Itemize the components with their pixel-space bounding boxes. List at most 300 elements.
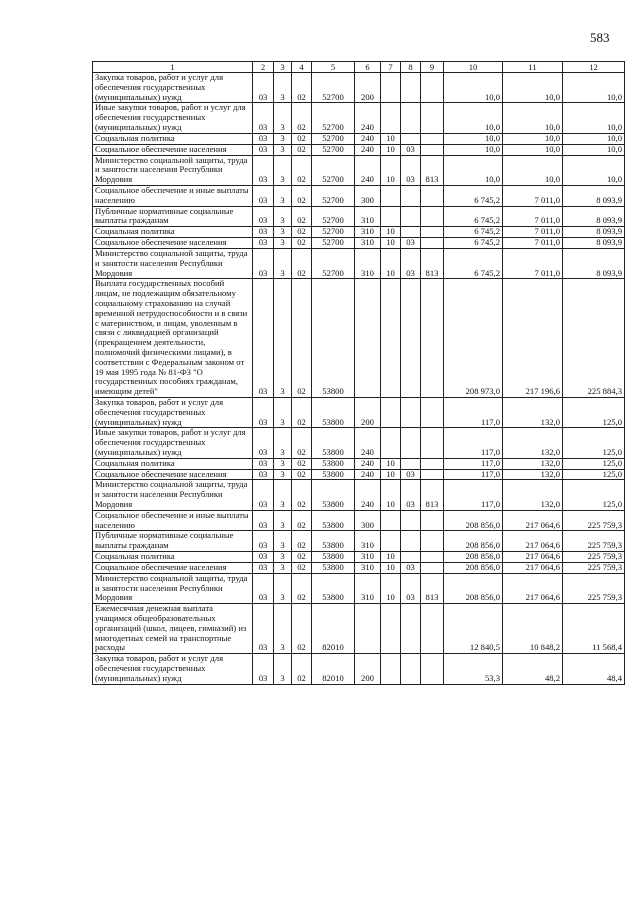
code-cell: [381, 428, 401, 458]
row-name-cell: Выплата государственных пособий лицам, не подлежащим обязательному социальному страхованию на случай временной нетрудоспособности и в связи с материнством, и лицам, уволенным в связи с ликвидацией организаций (прекращением деятельности, полномочий физическими лицами), в соответствии с Федеральным законом от 19 мая 1995 года № 81-ФЗ "О государственных пособиях гражданам, имеющим детей": [93, 279, 253, 398]
row-name-cell: Социальная политика: [93, 552, 253, 563]
code-cell: [421, 510, 444, 531]
code-cell: [401, 279, 421, 398]
code-cell: 3: [274, 103, 292, 133]
amount-cell: 12 840,5: [444, 604, 503, 654]
code-cell: 02: [292, 227, 312, 238]
code-cell: 52700: [312, 103, 355, 133]
amount-cell: 132,0: [503, 458, 563, 469]
code-cell: 52700: [312, 155, 355, 185]
code-cell: 3: [274, 531, 292, 552]
column-header-9: 9: [421, 62, 444, 73]
amount-cell: 10,0: [503, 103, 563, 133]
table-row: [93, 654, 625, 684]
code-cell: 02: [292, 279, 312, 398]
table-row: [93, 248, 625, 278]
table-row: [93, 227, 625, 238]
amount-cell: 10,0: [563, 155, 625, 185]
code-cell: [381, 397, 401, 427]
amount-cell: 10,0: [444, 133, 503, 144]
code-cell: [421, 531, 444, 552]
code-cell: 240: [355, 480, 381, 510]
code-cell: [421, 604, 444, 654]
column-header-5: 5: [312, 62, 355, 73]
amount-cell: 8 093,9: [563, 206, 625, 227]
column-header-8: 8: [401, 62, 421, 73]
code-cell: 53800: [312, 458, 355, 469]
code-cell: [421, 279, 444, 398]
amount-cell: 208 856,0: [444, 552, 503, 563]
code-cell: [401, 552, 421, 563]
amount-cell: 8 093,9: [563, 248, 625, 278]
table-row: [93, 563, 625, 574]
code-cell: 10: [381, 144, 401, 155]
code-cell: 03: [253, 573, 274, 603]
code-cell: 02: [292, 248, 312, 278]
code-cell: 03: [401, 238, 421, 249]
code-cell: 310: [355, 552, 381, 563]
code-cell: 03: [253, 279, 274, 398]
code-cell: 53800: [312, 480, 355, 510]
code-cell: [401, 73, 421, 103]
code-cell: 03: [401, 480, 421, 510]
row-name-cell: Социальное обеспечение и иные выплаты населению: [93, 185, 253, 206]
code-cell: 10: [381, 133, 401, 144]
code-cell: 813: [421, 248, 444, 278]
budget-table: [92, 61, 625, 685]
amount-cell: 10,0: [563, 144, 625, 155]
code-cell: 03: [401, 144, 421, 155]
code-cell: 3: [274, 238, 292, 249]
column-header-6: 6: [355, 62, 381, 73]
code-cell: 3: [274, 144, 292, 155]
code-cell: 3: [274, 73, 292, 103]
code-cell: 53800: [312, 552, 355, 563]
column-header-11: 11: [503, 62, 563, 73]
code-cell: [401, 510, 421, 531]
code-cell: 10: [381, 563, 401, 574]
code-cell: [401, 227, 421, 238]
code-cell: 52700: [312, 185, 355, 206]
table-row: [93, 510, 625, 531]
code-cell: 03: [253, 469, 274, 480]
amount-cell: 7 011,0: [503, 206, 563, 227]
column-header-2: 2: [253, 62, 274, 73]
code-cell: [401, 654, 421, 684]
code-cell: 10: [381, 248, 401, 278]
amount-cell: 10,0: [444, 155, 503, 185]
code-cell: 52700: [312, 206, 355, 227]
code-cell: [381, 73, 401, 103]
code-cell: 310: [355, 238, 381, 249]
amount-cell: 117,0: [444, 458, 503, 469]
amount-cell: 48,4: [563, 654, 625, 684]
amount-cell: 217 064,6: [503, 531, 563, 552]
code-cell: [421, 552, 444, 563]
row-name-cell: Министерство социальной защиты, труда и занятости населения Республики Мордовия: [93, 155, 253, 185]
amount-cell: 117,0: [444, 397, 503, 427]
table-row: [93, 73, 625, 103]
code-cell: [421, 227, 444, 238]
code-cell: 02: [292, 428, 312, 458]
code-cell: 3: [274, 563, 292, 574]
code-cell: 813: [421, 480, 444, 510]
code-cell: 52700: [312, 227, 355, 238]
code-cell: 03: [401, 573, 421, 603]
code-cell: [381, 510, 401, 531]
amount-cell: 125,0: [563, 480, 625, 510]
code-cell: 3: [274, 573, 292, 603]
amount-cell: 217 064,6: [503, 552, 563, 563]
table-row: [93, 279, 625, 398]
amount-cell: 10,0: [503, 144, 563, 155]
code-cell: 10: [381, 552, 401, 563]
amount-cell: 132,0: [503, 397, 563, 427]
code-cell: 10: [381, 469, 401, 480]
amount-cell: 11 568,4: [563, 604, 625, 654]
code-cell: [421, 563, 444, 574]
code-cell: 03: [253, 206, 274, 227]
code-cell: [401, 458, 421, 469]
row-name-cell: Социальная политика: [93, 133, 253, 144]
row-name-cell: Министерство социальной защиты, труда и занятости населения Республики Мордовия: [93, 573, 253, 603]
code-cell: 02: [292, 604, 312, 654]
code-cell: 03: [401, 248, 421, 278]
table-row: [93, 480, 625, 510]
row-name-cell: Социальное обеспечение населения: [93, 238, 253, 249]
code-cell: 10: [381, 573, 401, 603]
amount-cell: 225 759,3: [563, 531, 625, 552]
code-cell: 03: [253, 563, 274, 574]
code-cell: 240: [355, 144, 381, 155]
code-cell: 02: [292, 73, 312, 103]
code-cell: [401, 397, 421, 427]
code-cell: 53800: [312, 428, 355, 458]
code-cell: [421, 185, 444, 206]
code-cell: [401, 133, 421, 144]
amount-cell: 208 856,0: [444, 563, 503, 574]
amount-cell: 217 064,6: [503, 563, 563, 574]
code-cell: 03: [253, 155, 274, 185]
table-row: [93, 397, 625, 427]
code-cell: 03: [253, 531, 274, 552]
code-cell: 310: [355, 531, 381, 552]
amount-cell: 10,0: [503, 73, 563, 103]
code-cell: 03: [253, 248, 274, 278]
code-cell: 03: [253, 73, 274, 103]
code-cell: 02: [292, 654, 312, 684]
code-cell: 240: [355, 155, 381, 185]
code-cell: 813: [421, 155, 444, 185]
amount-cell: 117,0: [444, 428, 503, 458]
code-cell: 200: [355, 73, 381, 103]
code-cell: 02: [292, 155, 312, 185]
code-cell: 3: [274, 133, 292, 144]
code-cell: 02: [292, 144, 312, 155]
amount-cell: 8 093,9: [563, 185, 625, 206]
code-cell: 02: [292, 103, 312, 133]
code-cell: 10: [381, 480, 401, 510]
code-cell: 02: [292, 510, 312, 531]
code-cell: 310: [355, 248, 381, 278]
code-cell: [421, 238, 444, 249]
code-cell: 200: [355, 397, 381, 427]
code-cell: [401, 604, 421, 654]
amount-cell: 225 759,3: [563, 563, 625, 574]
amount-cell: 225 759,3: [563, 510, 625, 531]
code-cell: 03: [253, 428, 274, 458]
row-name-cell: Социальная политика: [93, 227, 253, 238]
amount-cell: 10,0: [563, 103, 625, 133]
column-header-7: 7: [381, 62, 401, 73]
code-cell: 3: [274, 155, 292, 185]
code-cell: 02: [292, 469, 312, 480]
amount-cell: 132,0: [503, 469, 563, 480]
code-cell: 03: [253, 480, 274, 510]
code-cell: [421, 469, 444, 480]
code-cell: 300: [355, 510, 381, 531]
row-name-cell: Министерство социальной защиты, труда и занятости населения Республики Мордовия: [93, 480, 253, 510]
amount-cell: 7 011,0: [503, 238, 563, 249]
code-cell: 53800: [312, 563, 355, 574]
row-name-cell: Социальное обеспечение населения: [93, 563, 253, 574]
code-cell: 310: [355, 573, 381, 603]
code-cell: 10: [381, 155, 401, 185]
table-row: [93, 133, 625, 144]
code-cell: 3: [274, 510, 292, 531]
code-cell: 3: [274, 469, 292, 480]
code-cell: 3: [274, 227, 292, 238]
code-cell: 03: [253, 510, 274, 531]
code-cell: 240: [355, 103, 381, 133]
code-cell: 03: [401, 563, 421, 574]
code-cell: 10: [381, 227, 401, 238]
row-name-cell: Социальное обеспечение и иные выплаты населению: [93, 510, 253, 531]
table-row: [93, 428, 625, 458]
code-cell: [401, 206, 421, 227]
table-row: [93, 155, 625, 185]
amount-cell: 10,0: [563, 133, 625, 144]
amount-cell: 10,0: [503, 133, 563, 144]
code-cell: 3: [274, 397, 292, 427]
code-cell: 813: [421, 573, 444, 603]
code-cell: 52700: [312, 144, 355, 155]
row-name-cell: Закупка товаров, работ и услуг для обеспечения государственных (муниципальных) нужд: [93, 73, 253, 103]
code-cell: 03: [253, 238, 274, 249]
code-cell: 52700: [312, 248, 355, 278]
code-cell: [401, 531, 421, 552]
table-row: [93, 458, 625, 469]
code-cell: [421, 458, 444, 469]
code-cell: 52700: [312, 73, 355, 103]
code-cell: 200: [355, 654, 381, 684]
column-header-3: 3: [274, 62, 292, 73]
code-cell: 3: [274, 206, 292, 227]
amount-cell: 125,0: [563, 428, 625, 458]
code-cell: 02: [292, 206, 312, 227]
code-cell: 03: [401, 155, 421, 185]
amount-cell: 217 064,6: [503, 573, 563, 603]
code-cell: 10: [381, 458, 401, 469]
code-cell: 03: [253, 552, 274, 563]
amount-cell: 8 093,9: [563, 238, 625, 249]
page-number: 583: [590, 30, 610, 45]
code-cell: [381, 531, 401, 552]
code-cell: 3: [274, 248, 292, 278]
amount-cell: 10,0: [444, 73, 503, 103]
code-cell: [421, 133, 444, 144]
code-cell: 3: [274, 552, 292, 563]
code-cell: 82010: [312, 654, 355, 684]
code-cell: 52700: [312, 238, 355, 249]
table-row: [93, 103, 625, 133]
row-name-cell: Социальная политика: [93, 458, 253, 469]
code-cell: 53800: [312, 573, 355, 603]
amount-cell: 208 856,0: [444, 573, 503, 603]
code-cell: 03: [253, 103, 274, 133]
code-cell: 53800: [312, 469, 355, 480]
code-cell: [421, 654, 444, 684]
code-cell: 02: [292, 185, 312, 206]
table-header-row: [93, 62, 625, 73]
row-name-cell: Иные закупки товаров, работ и услуг для обеспечения государственных (муниципальных) нужд: [93, 103, 253, 133]
column-header-4: 4: [292, 62, 312, 73]
amount-cell: 208 856,0: [444, 510, 503, 531]
code-cell: 240: [355, 428, 381, 458]
code-cell: 3: [274, 480, 292, 510]
amount-cell: 225 759,3: [563, 573, 625, 603]
amount-cell: 217 196,6: [503, 279, 563, 398]
row-name-cell: Иные закупки товаров, работ и услуг для обеспечения государственных (муниципальных) нужд: [93, 428, 253, 458]
code-cell: [401, 103, 421, 133]
amount-cell: 117,0: [444, 480, 503, 510]
code-cell: 52700: [312, 133, 355, 144]
amount-cell: 132,0: [503, 480, 563, 510]
code-cell: 310: [355, 206, 381, 227]
amount-cell: 7 011,0: [503, 227, 563, 238]
code-cell: 3: [274, 604, 292, 654]
amount-cell: 10,0: [503, 155, 563, 185]
amount-cell: 208 856,0: [444, 531, 503, 552]
amount-cell: 125,0: [563, 458, 625, 469]
code-cell: [421, 428, 444, 458]
code-cell: 03: [253, 654, 274, 684]
code-cell: 3: [274, 654, 292, 684]
amount-cell: 7 011,0: [503, 248, 563, 278]
code-cell: [421, 206, 444, 227]
column-header-10: 10: [444, 62, 503, 73]
amount-cell: 10 848,2: [503, 604, 563, 654]
row-name-cell: Публичные нормативные социальные выплаты гражданам: [93, 206, 253, 227]
code-cell: 53800: [312, 531, 355, 552]
table-row: [93, 238, 625, 249]
code-cell: 3: [274, 428, 292, 458]
code-cell: 02: [292, 238, 312, 249]
code-cell: 53800: [312, 510, 355, 531]
code-cell: [381, 185, 401, 206]
table-body: [93, 73, 625, 685]
table-row: [93, 531, 625, 552]
code-cell: 02: [292, 563, 312, 574]
code-cell: [381, 604, 401, 654]
code-cell: 82010: [312, 604, 355, 654]
code-cell: 02: [292, 531, 312, 552]
table-row: [93, 469, 625, 480]
amount-cell: 10,0: [444, 103, 503, 133]
code-cell: 240: [355, 469, 381, 480]
row-name-cell: Закупка товаров, работ и услуг для обеспечения государственных (муниципальных) нужд: [93, 397, 253, 427]
table-row: [93, 185, 625, 206]
code-cell: 02: [292, 397, 312, 427]
code-cell: [401, 185, 421, 206]
code-cell: [355, 279, 381, 398]
code-cell: 240: [355, 458, 381, 469]
code-cell: 02: [292, 458, 312, 469]
code-cell: [355, 604, 381, 654]
row-name-cell: Социальное обеспечение населения: [93, 469, 253, 480]
amount-cell: 48,2: [503, 654, 563, 684]
code-cell: 03: [253, 604, 274, 654]
code-cell: [421, 103, 444, 133]
code-cell: 03: [401, 469, 421, 480]
table-row: [93, 144, 625, 155]
code-cell: 03: [253, 185, 274, 206]
amount-cell: 132,0: [503, 428, 563, 458]
code-cell: [381, 103, 401, 133]
column-header-1: 1: [93, 62, 253, 73]
table-row: [93, 604, 625, 654]
table-row: [93, 552, 625, 563]
code-cell: [381, 654, 401, 684]
code-cell: 02: [292, 552, 312, 563]
amount-cell: 225 884,3: [563, 279, 625, 398]
code-cell: 02: [292, 133, 312, 144]
code-cell: 03: [253, 144, 274, 155]
code-cell: 02: [292, 573, 312, 603]
code-cell: [401, 428, 421, 458]
code-cell: 03: [253, 133, 274, 144]
amount-cell: 208 973,0: [444, 279, 503, 398]
code-cell: 03: [253, 458, 274, 469]
code-cell: 53800: [312, 279, 355, 398]
amount-cell: 117,0: [444, 469, 503, 480]
code-cell: 3: [274, 458, 292, 469]
amount-cell: 125,0: [563, 397, 625, 427]
amount-cell: 6 745,2: [444, 248, 503, 278]
code-cell: [421, 144, 444, 155]
code-cell: 53800: [312, 397, 355, 427]
code-cell: 10: [381, 238, 401, 249]
code-cell: 240: [355, 133, 381, 144]
code-cell: 02: [292, 480, 312, 510]
amount-cell: 225 759,3: [563, 552, 625, 563]
code-cell: [381, 206, 401, 227]
code-cell: 300: [355, 185, 381, 206]
row-name-cell: Закупка товаров, работ и услуг для обеспечения государственных (муниципальных) нужд: [93, 654, 253, 684]
code-cell: 3: [274, 279, 292, 398]
amount-cell: 10,0: [444, 144, 503, 155]
column-header-12: 12: [563, 62, 625, 73]
amount-cell: 6 745,2: [444, 185, 503, 206]
code-cell: [421, 397, 444, 427]
amount-cell: 217 064,6: [503, 510, 563, 531]
table-row: [93, 573, 625, 603]
amount-cell: 6 745,2: [444, 227, 503, 238]
amount-cell: 8 093,9: [563, 227, 625, 238]
row-name-cell: Публичные нормативные социальные выплаты гражданам: [93, 531, 253, 552]
code-cell: 3: [274, 185, 292, 206]
row-name-cell: Социальное обеспечение населения: [93, 144, 253, 155]
